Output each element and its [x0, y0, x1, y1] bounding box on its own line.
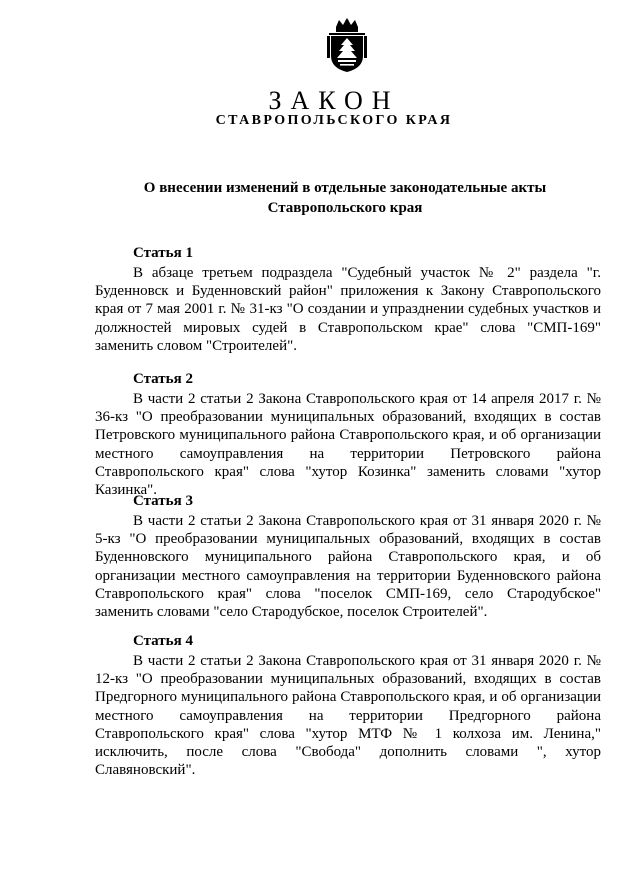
law-subtitle: СТАВРОПОЛЬСКОГО КРАЯ [215, 113, 453, 128]
article-3-title: Статья 3 [133, 493, 193, 509]
article-1-text: В абзаце третьем подраздела "Судебный участок № 2" раздела "г. Буденновск и Буденновский район" приложения к Закону Ставропольского края от 7 мая 2001 г. № 31-кз "О создании и упразднении судебных участков и должностей мировых судей в Ставропольском крае" слова "СМП-169" заменить словом "Строителей". [95, 265, 601, 354]
coat-of-arms-icon [326, 18, 368, 73]
article-1-title: Статья 1 [133, 245, 193, 261]
article-2-text: В части 2 статьи 2 Закона Ставропольского края от 14 апреля 2017 г. № 36-кз "О преобразовании муниципальных образований, входящих в состав Петровского муниципального района Ставропольского края, и об организации местного самоуправления на территории Петровского района Ставропольского края" слова "хутор Козинка" заменить словами "хутор Казинка". [95, 391, 601, 499]
law-title: ЗАКОН [268, 86, 400, 115]
article-4-text: В части 2 статьи 2 Закона Ставропольского края от 31 января 2020 г. № 12-кз "О преобразовании муниципальных образований, входящих в состав Предгорного муниципального района Ставропольского края, и об организации местного самоуправления на территории Предгорного района Ставропольского края" слова "хутор МТФ № 1 колхоза им. Ленина," исключить, после слова "Свобода" дополнить словами ", хутор Славяновский". [95, 653, 601, 779]
heading-line-2: Ставропольского края [267, 200, 423, 216]
article-3-text: В части 2 статьи 2 Закона Ставропольского края от 31 января 2020 г. № 5-кз "О преобразовании муниципальных образований, входящих в состав Буденновского муниципального района Ставропольского края, и об организации местного самоуправления на территории Буденновского района Ставропольского края" слова "поселок СМП-169, село Стародубское" заменить словами "село Стародубское, поселок Строителей". [95, 513, 601, 621]
article-2-title: Статья 2 [133, 371, 193, 387]
heading-line-1: О внесении изменений в отдельные законодательные акты [143, 180, 547, 196]
article-4-title: Статья 4 [133, 633, 193, 649]
document-heading [130, 178, 560, 218]
